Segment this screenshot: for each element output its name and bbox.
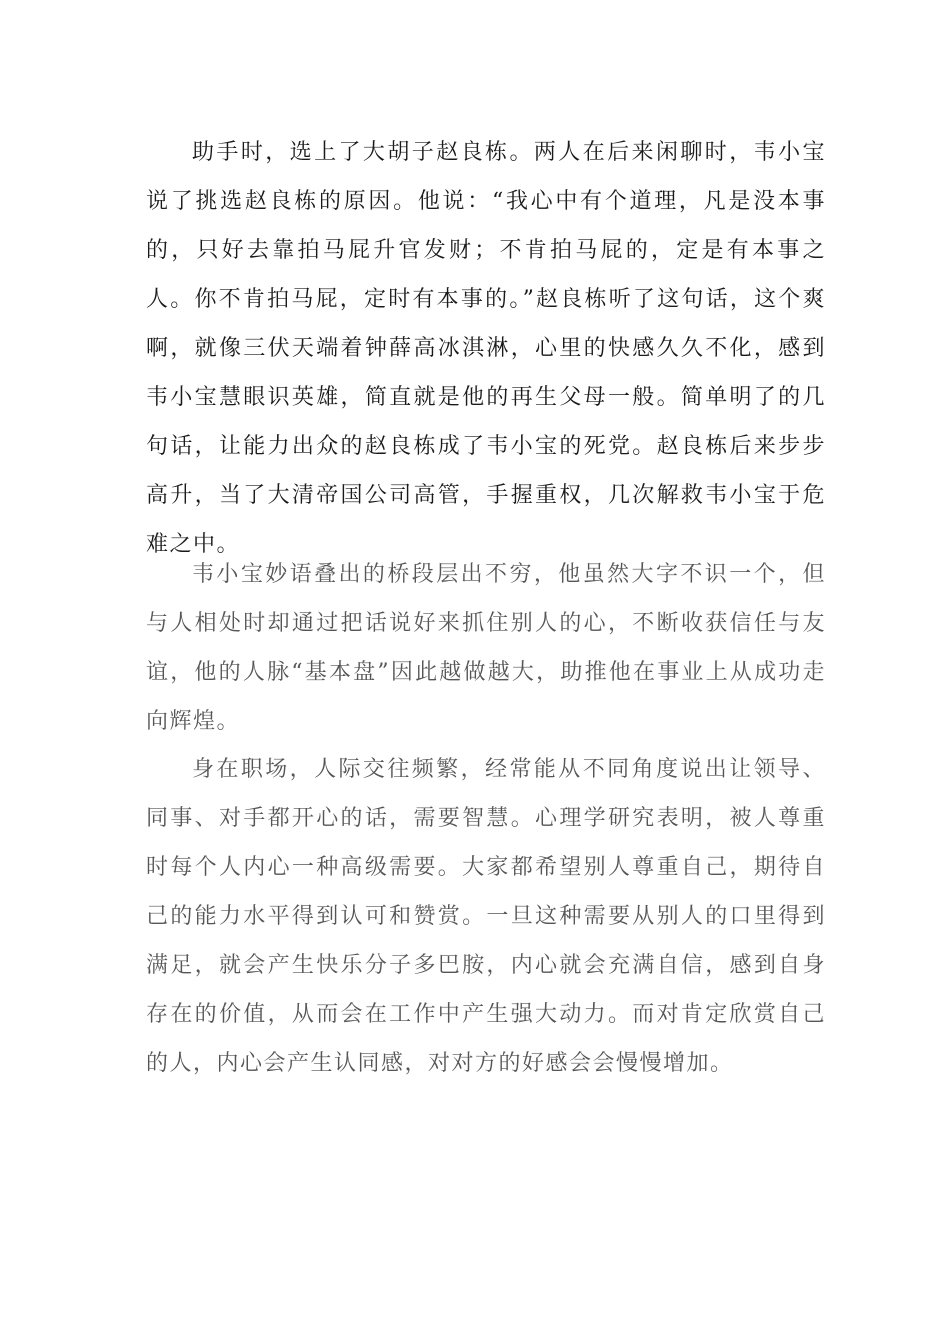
paragraph-2: 韦小宝妙语叠出的桥段层出不穷，他虽然大字不识一个，但与人相处时却通过把话说好来抓住别人的心，不断收获信任与友谊，他的人脉“基本盘”因此越做越大，助推他在事业上从成功走向辉煌。 [146, 562, 826, 734]
paragraph-1: 助手时，选上了大胡子赵良栋。两人在后来闲聊时，韦小宝说了挑选赵良栋的原因。他说：“我心中有个道理，凡是没本事的，只好去靠拍马屁升官发财；不肯拍马屁的，定是有本事之人。你不肯拍马屁，定时有本事的。”赵良栋听了这句话，这个爽啊，就像三伏天端着钟薛高冰淇淋，心里的快感久久不化，感到韦小宝慧眼识英雄，简直就是他的再生父母一般。简单明了的几句话，让能力出众的赵良栋成了韦小宝的死党。赵良栋后来步步高升，当了大清帝国公司高管，手握重权，几次解救韦小宝于危难之中。 [146, 140, 826, 557]
paragraph-3: 身在职场，人际交往频繁，经常能从不同角度说出让领导、同事、对手都开心的话，需要智慧。心理学研究表明，被人尊重时每个人内心一种高级需要。大家都希望别人尊重自己，期待自己的能力水平得到认可和赞赏。一旦这种需要从别人的口里得到满足，就会产生快乐分子多巴胺，内心就会充满自信，感到自身存在的价值，从而会在工作中产生强大动力。而对肯定欣赏自己的人，内心会产生认同感，对对方的好感会会慢慢增加。 [146, 757, 826, 1076]
